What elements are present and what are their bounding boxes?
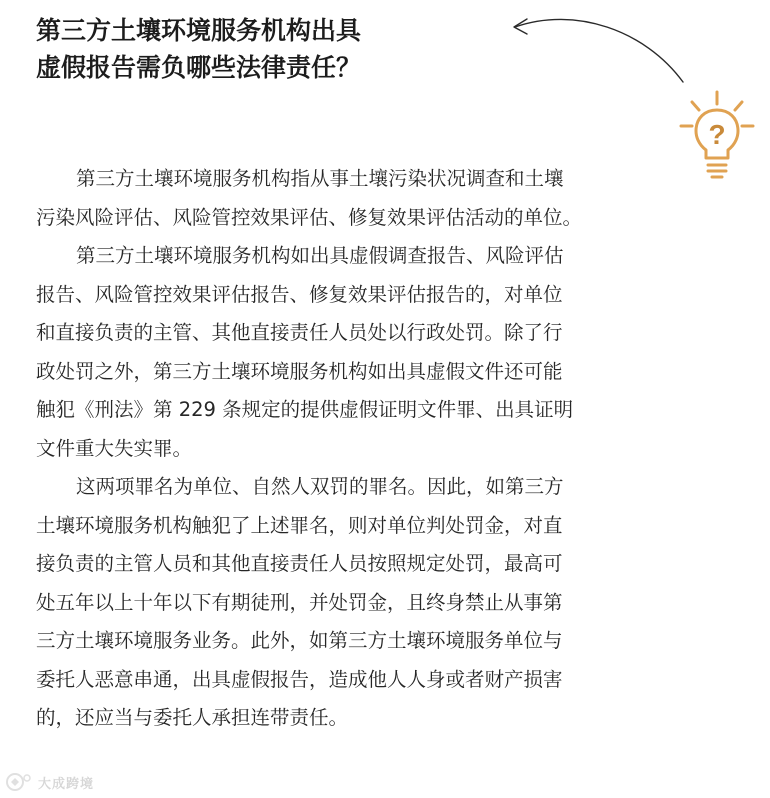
watermark-logo-icon [4,771,34,793]
text-line: 报告、风险管控效果评估报告、修复效果评估报告的，对单位 [36,282,563,306]
title-line-2: 虚假报告需负哪些法律责任？ [36,53,362,82]
text-line: 处五年以上十年以下有期徒刑，并处罚金，且终身禁止从事第 [36,590,563,614]
text-line: 委托人恶意串通，出具虚假报告，造成他人人身或者财产损害 [36,667,563,691]
text-line: 第三方土壤环境服务机构指从事土壤污染状况调查和土壤 [76,167,564,190]
text-line: 这两项罪名为单位、自然人双罚的罪名。因此，如第三方 [76,475,564,498]
paragraph-1 [36,160,648,237]
watermark [4,770,94,794]
question-mark-glyph: ? [708,119,726,150]
text-line: 第三方土壤环境服务机构如出具虚假调查报告、风险评估 [76,244,564,267]
text-line: 和直接负责的主管、其他直接责任人员处以行政处罚。除了行 [36,321,563,344]
article-body [36,160,648,738]
text-line: 触犯《刑法》第 229 条规定的提供虚假证明文件罪、出具证明 [36,398,574,421]
curved-arrow-icon [514,19,683,82]
paragraph-2 [36,237,648,468]
text-line: 文件重大失实罪。 [36,436,193,460]
text-line: 接负责的主管人员和其他直接责任人员按照规定处罚，最高可 [36,552,563,575]
watermark-text: 大成跨境 [38,776,95,792]
text-line: 政处罚之外，第三方土壤环境服务机构如出具虚假文件还可能 [36,359,563,383]
page-title [36,12,456,86]
text-line: 的，还应当与委托人承担连带责任。 [36,706,349,729]
text-line: 三方土壤环境服务业务。此外，如第三方土壤环境服务单位与 [36,629,563,652]
title-line-1: 第三方土壤环境服务机构出具 [36,16,362,45]
text-line: 污染风险评估、风险管控效果评估、修复效果评估活动的单位。 [36,205,583,229]
text-line: 土壤环境服务机构触犯了上述罪名，则对单位判处罚金，对直 [36,513,563,537]
paragraph-3 [36,468,648,738]
